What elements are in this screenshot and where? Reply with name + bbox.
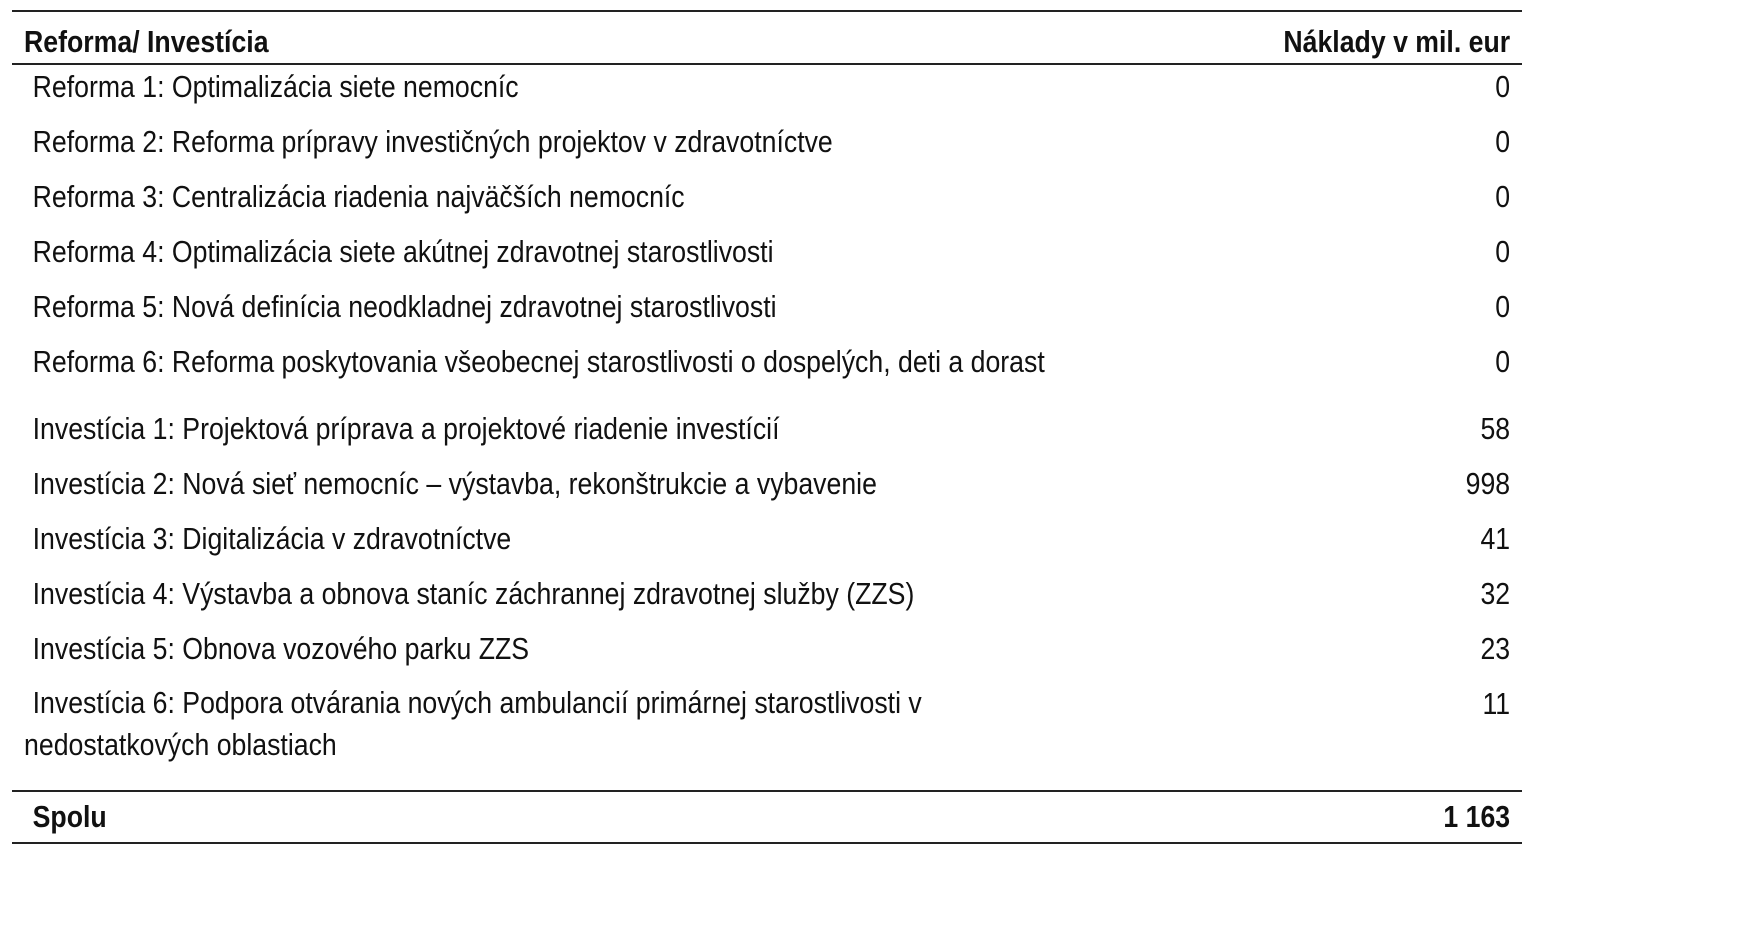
row-label: Investícia 4: Výstavba a obnova staníc záchrannej zdravotnej služby (ZZS): [32, 576, 915, 611]
table-row: [12, 65, 1522, 120]
row-label: Reforma 6: Reforma poskytovania všeobecnej starostlivosti o dospelých, deti a dorast: [32, 344, 1045, 379]
table-row: [12, 407, 1522, 462]
table-row: [12, 340, 1522, 395]
table-bottom-rule: [12, 842, 1522, 844]
table-row: [12, 230, 1522, 285]
row-value: 0: [1495, 344, 1511, 379]
header-costs: Náklady v mil. eur: [1283, 24, 1511, 59]
cost-table: [12, 10, 1522, 844]
row-value: 11: [1482, 686, 1511, 721]
row-label-line2: nedostatkových oblastiach: [24, 727, 337, 762]
row-value: 0: [1495, 179, 1511, 214]
row-value: 0: [1495, 124, 1511, 159]
row-value: 32: [1480, 576, 1511, 611]
row-value: 0: [1495, 289, 1511, 324]
row-value: 23: [1480, 631, 1511, 666]
investments-section: [12, 407, 1522, 790]
table-row: [12, 572, 1522, 627]
row-label-line1: Investícia 6: Podpora otvárania nových ambulancií primárnej starostlivosti v: [32, 685, 922, 720]
row-label: [12, 682, 1237, 766]
row-value: 998: [1465, 466, 1511, 501]
row-label: Investícia 2: Nová sieť nemocníc – výstavba, rekonštrukcie a vybavenie: [32, 466, 877, 501]
table-header-row: [12, 12, 1522, 63]
row-value: 41: [1480, 521, 1511, 556]
section-spacer: [12, 395, 1522, 407]
row-value: 0: [1495, 69, 1511, 104]
table-row: [12, 462, 1522, 517]
row-label: Investícia 3: Digitalizácia v zdravotníctve: [32, 521, 512, 556]
row-label: Reforma 5: Nová definícia neodkladnej zdravotnej starostlivosti: [32, 289, 777, 324]
reforms-section: [12, 65, 1522, 395]
row-value: 0: [1495, 234, 1511, 269]
total-value: 1 163: [1443, 799, 1511, 834]
table-row: [12, 627, 1522, 682]
table-row: [12, 517, 1522, 572]
row-label: Reforma 3: Centralizácia riadenia najväčších nemocníc: [32, 179, 685, 214]
row-label: Investícia 5: Obnova vozového parku ZZS: [32, 631, 530, 666]
row-label: Reforma 1: Optimalizácia siete nemocníc: [32, 69, 519, 104]
table-row: [12, 120, 1522, 175]
row-value: 58: [1480, 411, 1511, 446]
row-label: Reforma 2: Reforma prípravy investičných projektov v zdravotníctve: [32, 124, 833, 159]
row-label: Investícia 1: Projektová príprava a projektové riadenie investícií: [32, 411, 780, 446]
table-row: [12, 175, 1522, 230]
header-reform-investment: Reforma/ Investícia: [24, 24, 269, 59]
table-row: [12, 682, 1522, 790]
row-label: Reforma 4: Optimalizácia siete akútnej zdravotnej starostlivosti: [32, 234, 774, 269]
total-label: Spolu: [32, 799, 107, 834]
total-row: [12, 792, 1522, 842]
table-row: [12, 285, 1522, 340]
